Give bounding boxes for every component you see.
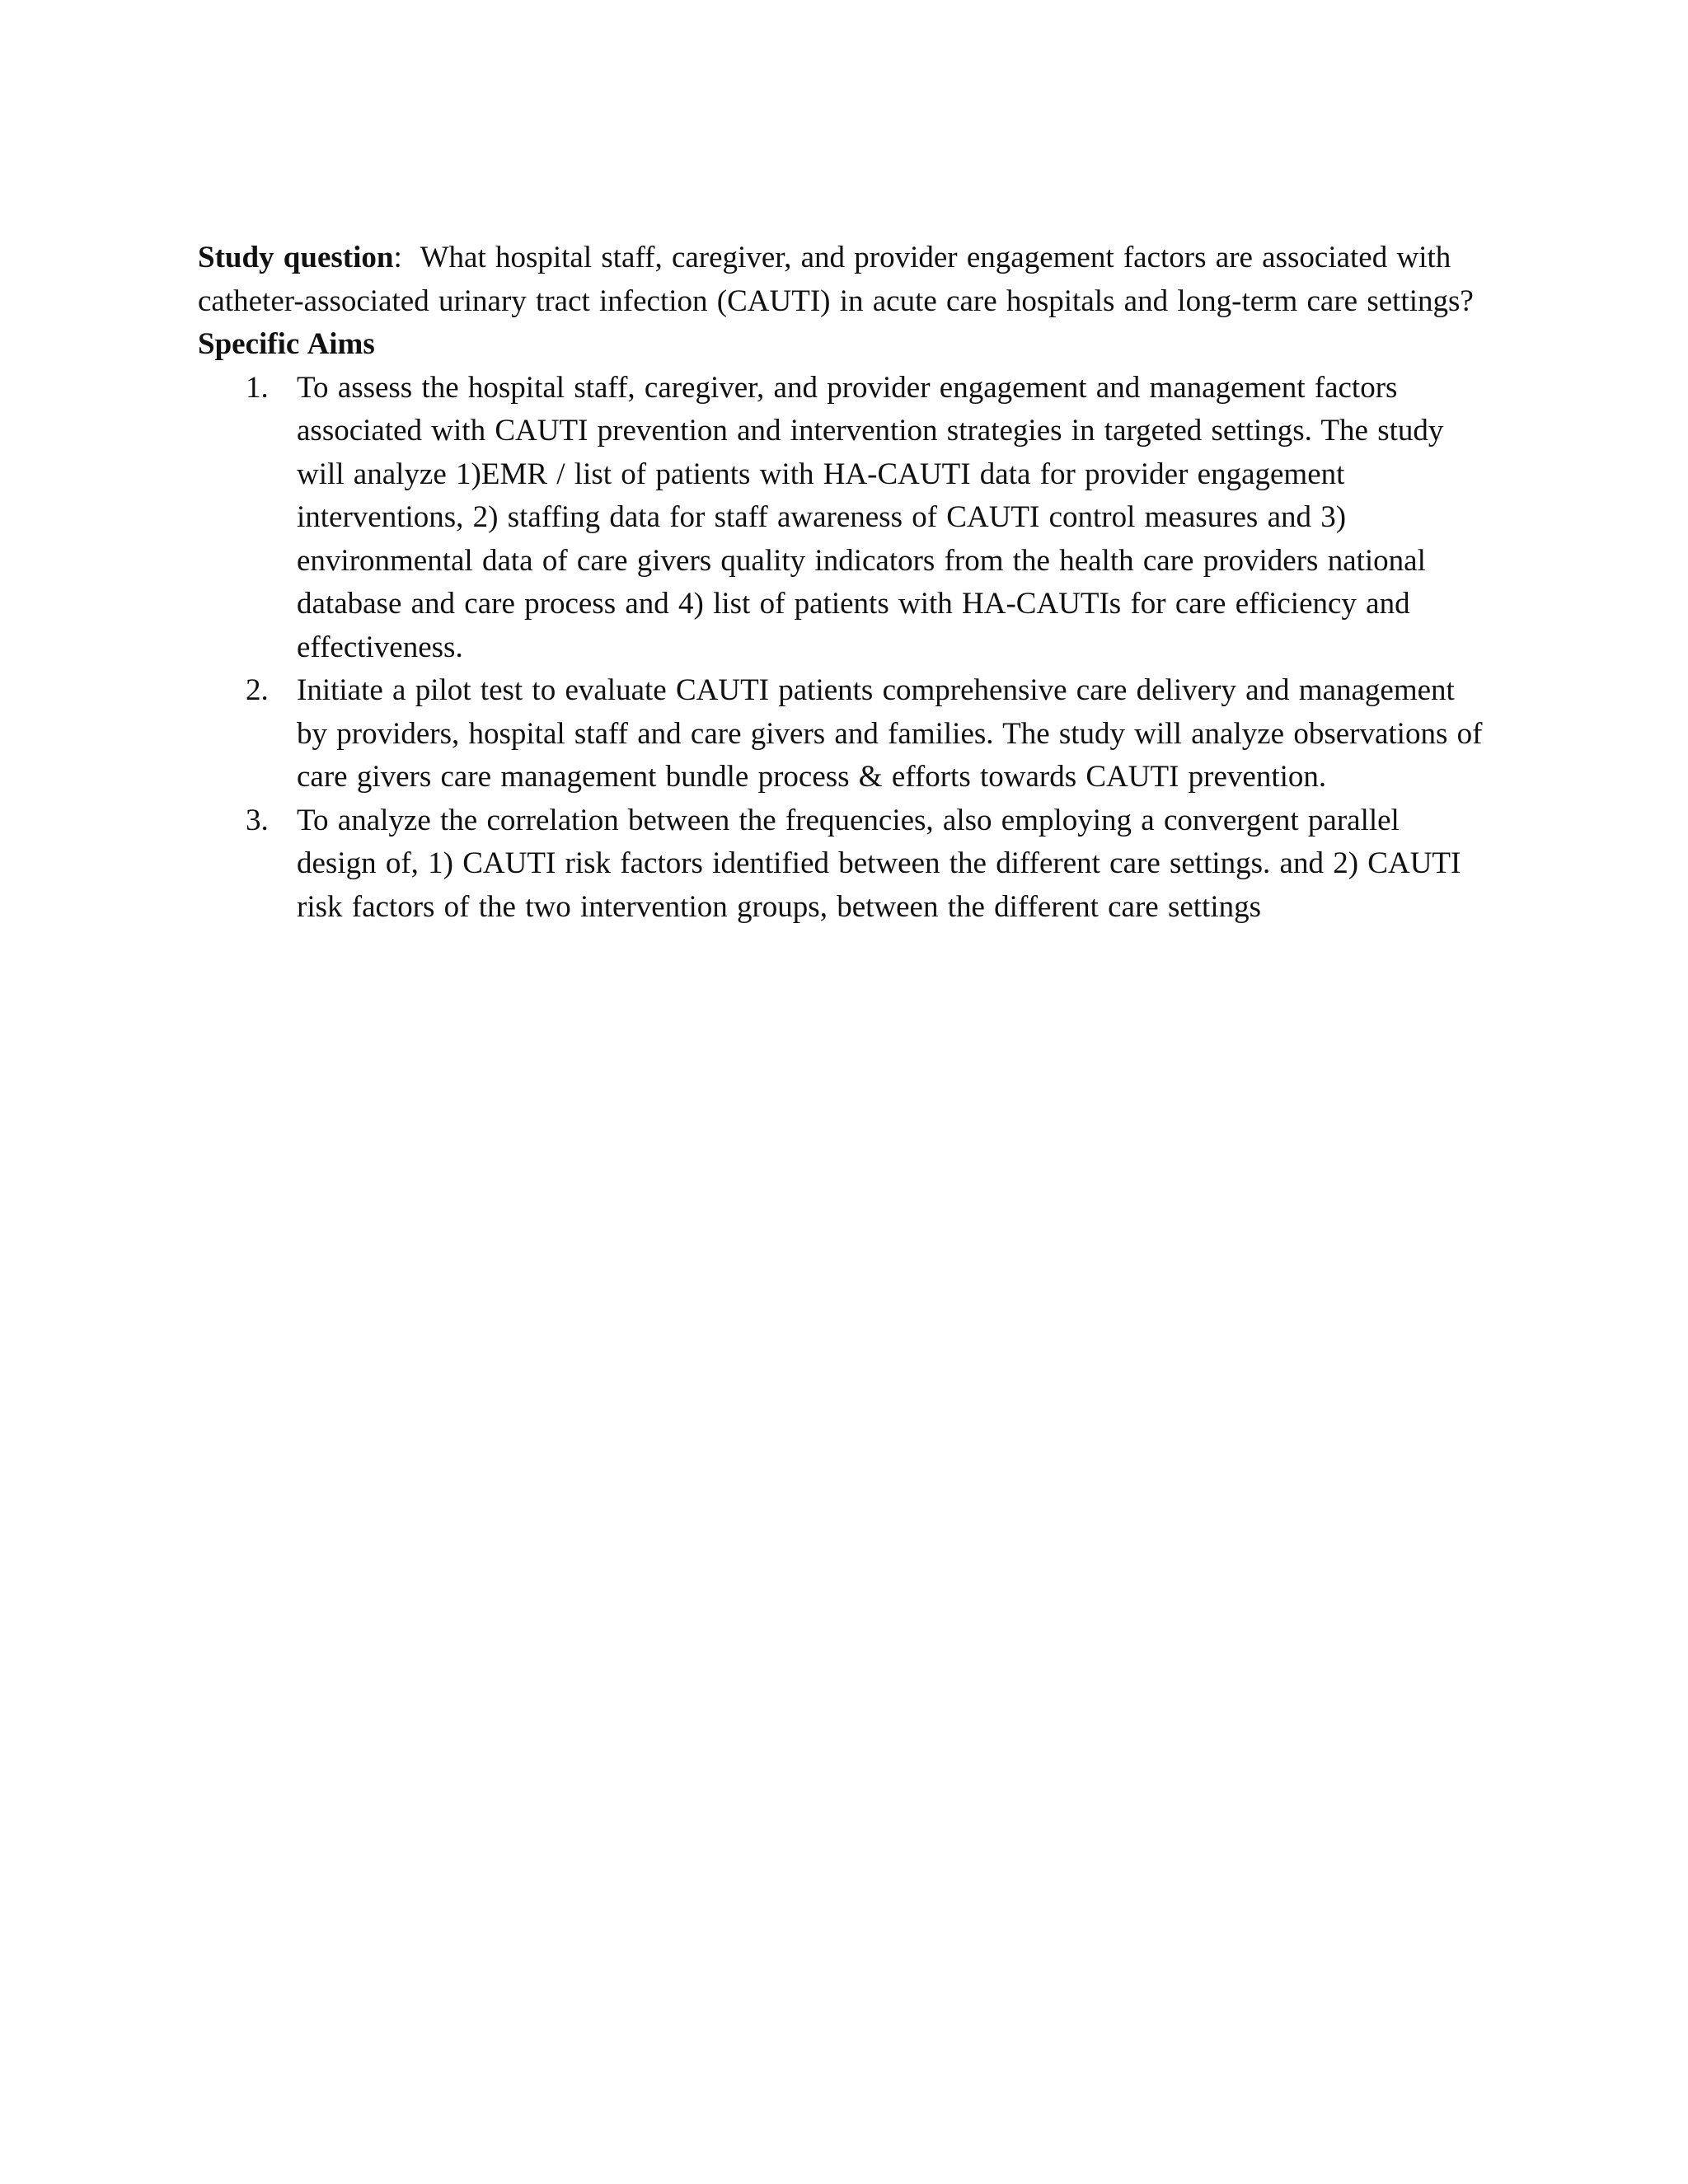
aim-item-3: [198, 799, 1484, 930]
aim-item-1: [198, 367, 1484, 670]
study-question-label: Study question: [198, 241, 394, 274]
specific-aims-heading: Specific Aims: [198, 327, 375, 361]
aim-text: To assess the hospital staff, caregiver, and provider engagement and management factors associated with CAUTI prevention and intervention strategies in targeted settings. The study will analyze 1)EMR / list of patients with HA-CAUTI data for provider engagement interventions, 2) staffing data for staff awareness of CAUTI control measures and 3) environmental data of care givers quality indicators from the health care providers national database and care process and 4) list of patients with HA-CAUTIs for care efficiency and effectiveness.: [297, 370, 1444, 664]
study-question-paragraph: [198, 237, 1484, 323]
aim-text: To analyze the correlation between the frequencies, also employing a convergent parallel design of, 1) CAUTI risk factors identified between the different care settings. and 2) CAUTI risk factors of the two intervention groups, between the different care settings: [297, 803, 1461, 924]
specific-aims-list: [198, 367, 1484, 930]
aim-item-2: [198, 669, 1484, 799]
document-body: [198, 237, 1484, 929]
aim-number: 2.: [246, 673, 269, 707]
study-question-text: What hospital staff, caregiver, and provider engagement factors are associated with catheter-associated urinary tract infection (CAUTI) in acute care hospitals and long-term care settings?: [198, 241, 1474, 318]
aim-number: 3.: [246, 803, 269, 837]
aim-number: 1.: [246, 370, 269, 405]
study-question-separator: :: [393, 241, 402, 274]
aim-text: Initiate a pilot test to evaluate CAUTI patients comprehensive care delivery and management by providers, hospital staff and care givers and families. The study will analyze observations of care givers care management bundle process & efforts towards CAUTI prevention.: [297, 673, 1483, 794]
